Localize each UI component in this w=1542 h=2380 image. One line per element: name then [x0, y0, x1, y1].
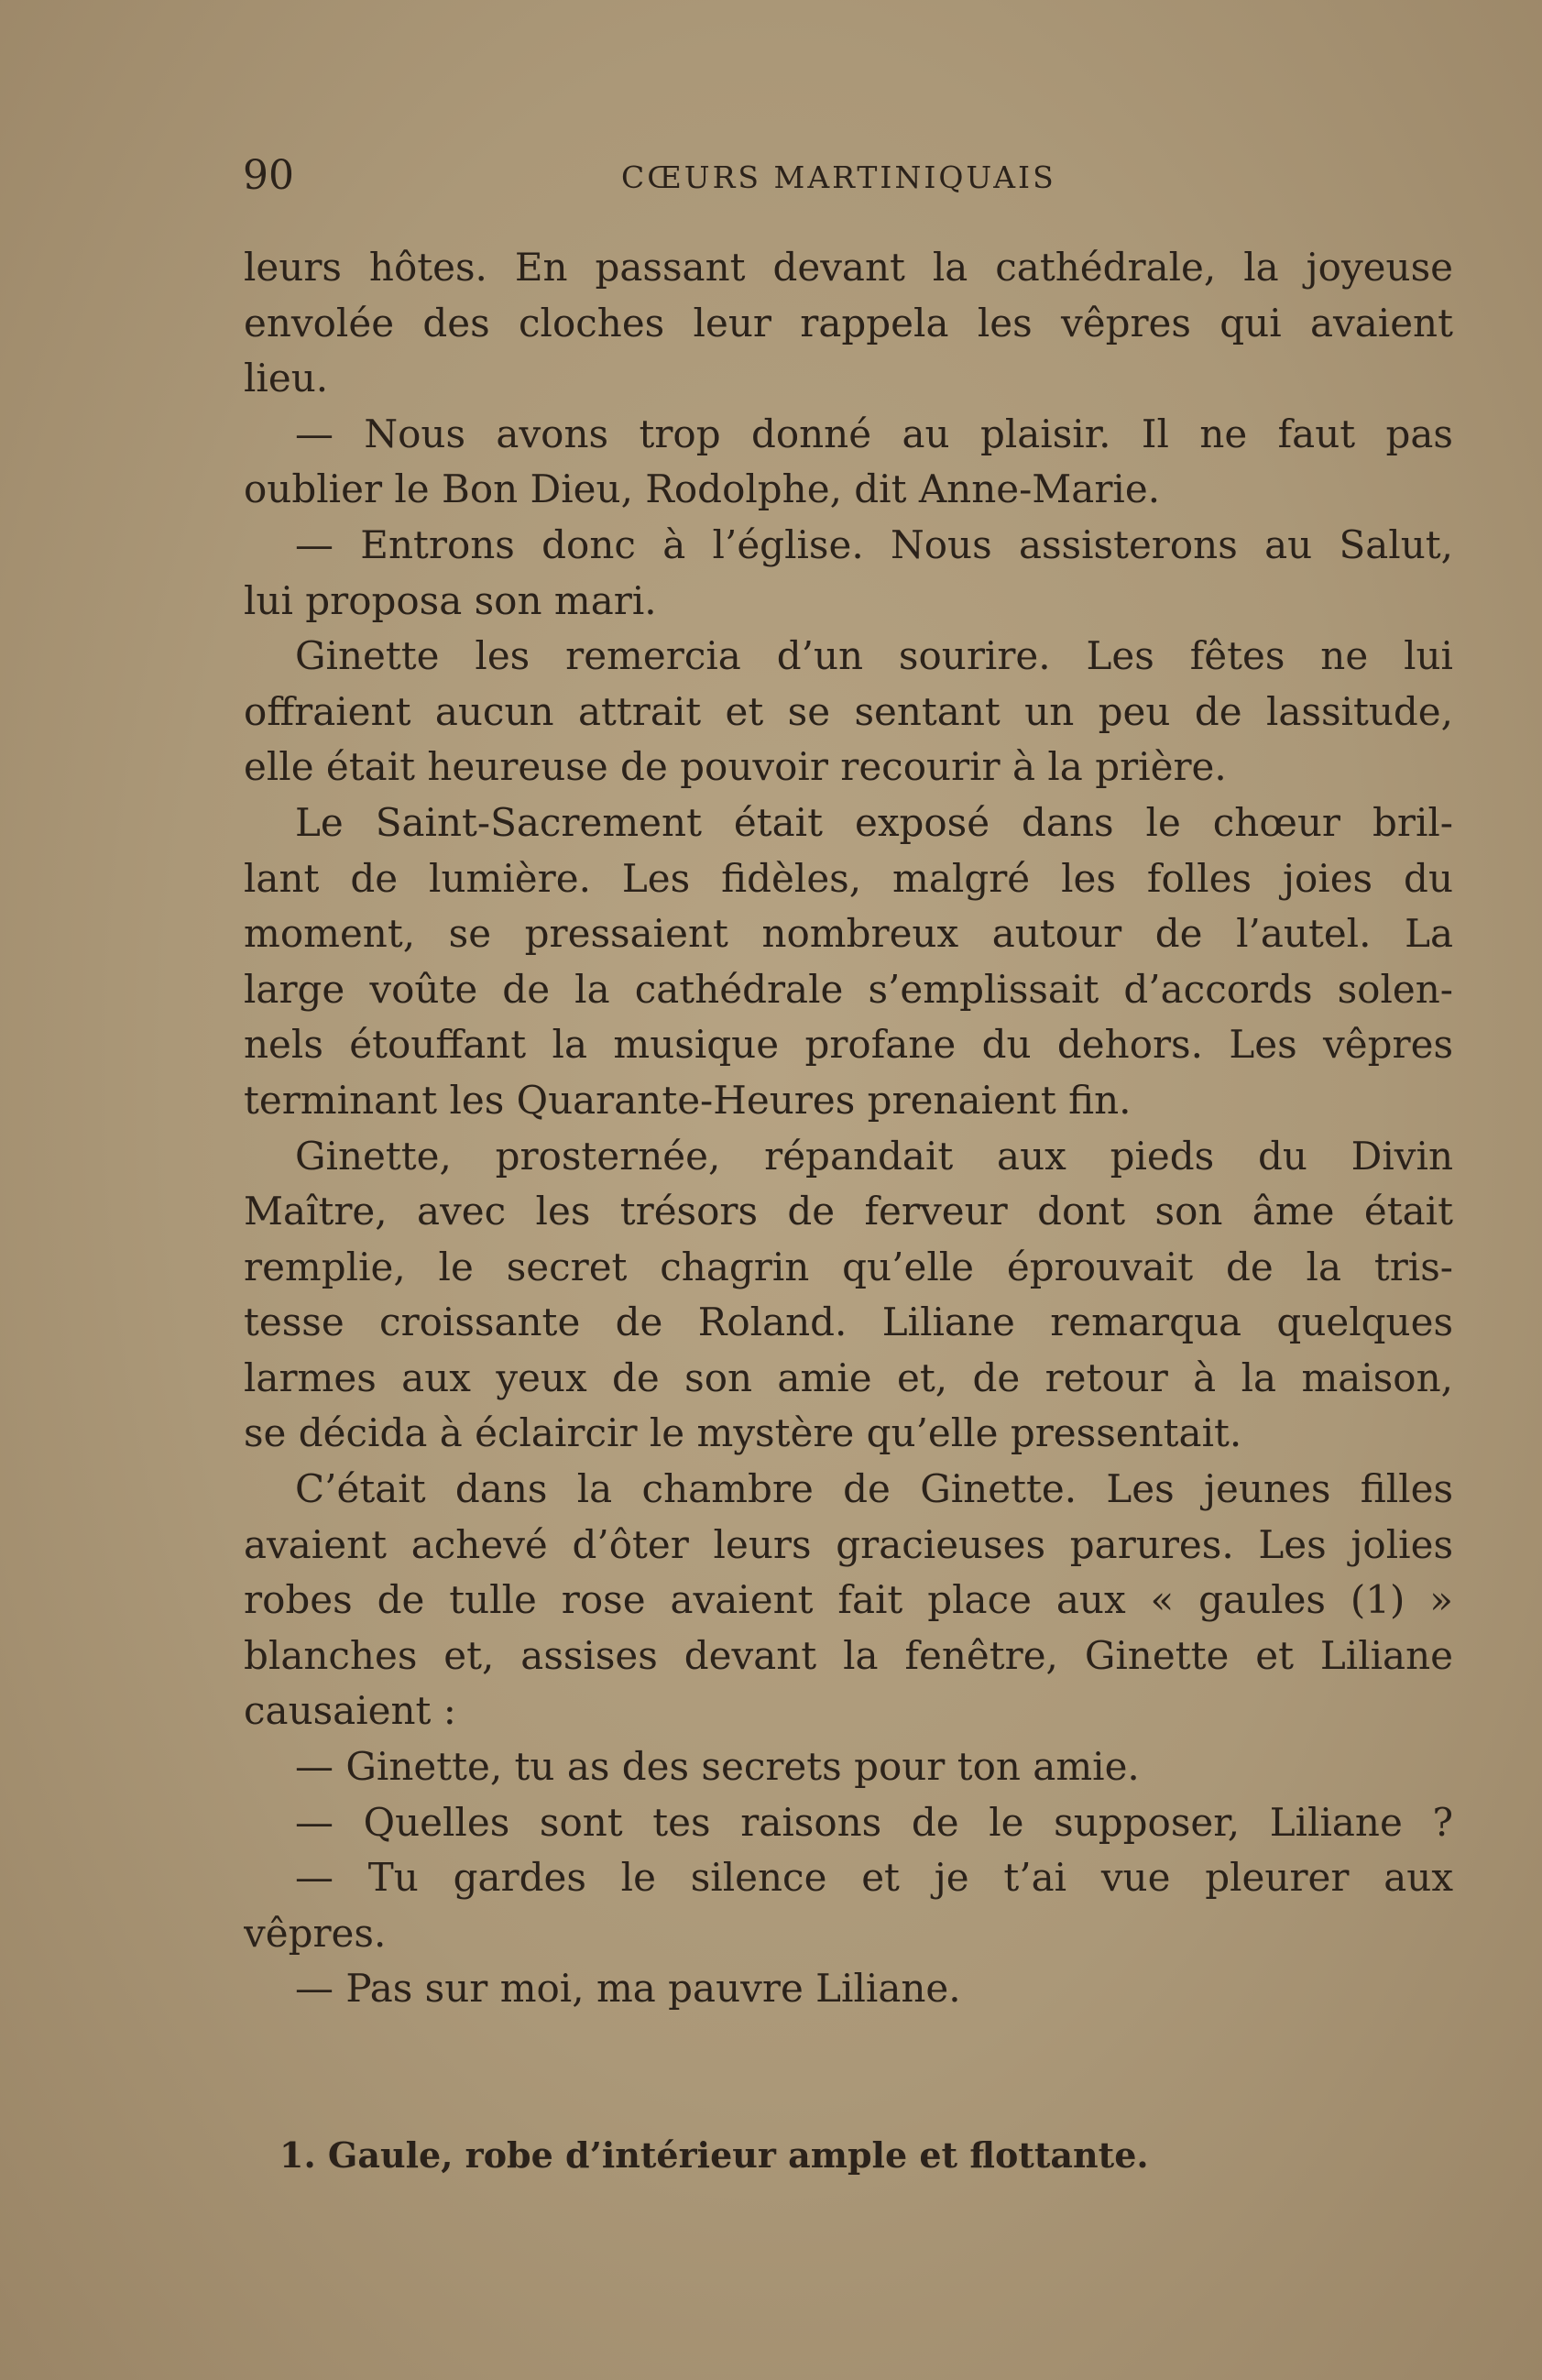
- running-title: CŒURS MARTINIQUAIS: [621, 159, 1056, 195]
- text-line: moment, se pressaient nombreux autour de l’autel. La: [244, 911, 1453, 957]
- body-text: [244, 240, 1453, 2017]
- text-line: terminant les Quarante-Heures prenaient fin.: [244, 1077, 1132, 1123]
- footnote: 1. Gaule, robe d’intérieur ample et flottante.: [279, 2134, 1149, 2176]
- text-line: Ginette, prosternée, répandait aux pieds du Divin: [295, 1133, 1453, 1179]
- text-line: — Ginette, tu as des secrets pour ton amie.: [295, 1744, 1140, 1790]
- text-line: Maître, avec les trésors de ferveur dont son âme était: [244, 1189, 1453, 1234]
- text-line: blanches et, assises devant la fenêtre, Ginette et Liliane: [244, 1632, 1453, 1678]
- text-line: C’était dans la chambre de Ginette. Les jeunes filles: [295, 1466, 1453, 1512]
- text-line: — Nous avons trop donné au plaisir. Il ne faut pas: [295, 411, 1453, 456]
- text-line: robes de tulle rose avaient fait place aux « gaules (1) »: [244, 1577, 1453, 1623]
- text-line: nels étouffant la musique profane du dehors. Les vêpres: [244, 1022, 1453, 1068]
- text-line: Ginette les remercia d’un sourire. Les fêtes ne lui: [295, 633, 1453, 679]
- text-line: remplie, le secret chagrin qu’elle éprouvait de la tris-: [244, 1244, 1453, 1289]
- text-line: offraient aucun attrait et se sentant un peu de lassitude,: [244, 688, 1453, 734]
- text-line: larmes aux yeux de son amie et, de retour à la maison,: [244, 1355, 1453, 1400]
- page-header: [243, 148, 1452, 203]
- text-line: oublier le Bon Dieu, Rodolphe, dit Anne-Marie.: [244, 466, 1161, 512]
- text-line: — Pas sur moi, ma pauvre Liliane.: [295, 1966, 961, 2012]
- text-line: Le Saint-Sacrement était exposé dans le chœur bril-: [295, 799, 1453, 845]
- text-line: se décida à éclaircir le mystère qu’elle pressentait.: [244, 1410, 1242, 1456]
- text-line: avaient achevé d’ôter leurs gracieuses parures. Les jolies: [244, 1521, 1453, 1567]
- text-line: tesse croissante de Roland. Liliane remarqua quelques: [244, 1300, 1453, 1345]
- text-line: envolée des cloches leur rappela les vêpres qui avaient: [244, 300, 1453, 345]
- text-line: — Quelles sont tes raisons de le supposer, Liliane ?: [295, 1799, 1453, 1845]
- text-line: causaient :: [244, 1688, 456, 1734]
- page-number: 90: [243, 152, 294, 199]
- text-line: vêpres.: [244, 1910, 387, 1956]
- text-line: lant de lumière. Les fidèles, malgré les folles joies du: [244, 855, 1453, 901]
- text-line: — Entrons donc à l’église. Nous assisterons au Salut,: [295, 521, 1453, 567]
- text-line: elle était heureuse de pouvoir recourir à la prière.: [244, 744, 1227, 790]
- text-line: leurs hôtes. En passant devant la cathédrale, la joyeuse: [244, 245, 1453, 290]
- text-line: — Tu gardes le silence et je t’ai vue pleurer aux: [295, 1855, 1453, 1901]
- text-line: large voûte de la cathédrale s’emplissait d’accords solen-: [244, 966, 1453, 1012]
- text-line: lui proposa son mari.: [244, 577, 657, 623]
- text-line: lieu.: [244, 356, 329, 401]
